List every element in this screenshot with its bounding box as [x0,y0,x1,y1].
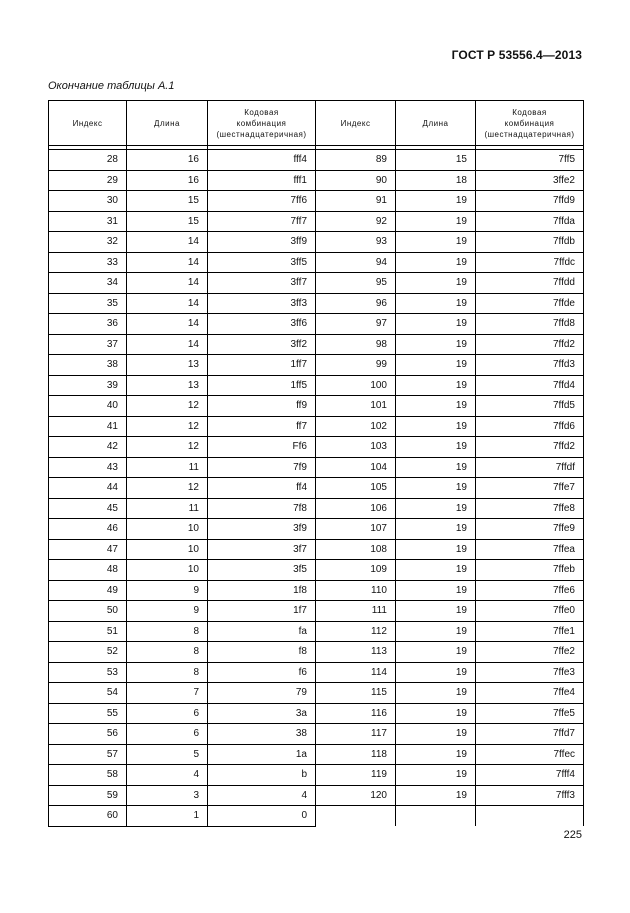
cell-length: 19 [396,232,476,253]
cell-length: 19 [396,580,476,601]
cell-length: 19 [396,621,476,642]
cell-code: 3f9 [208,519,316,540]
cell-length [396,806,476,827]
cell-index: 119 [316,765,396,786]
cell-index: 94 [316,252,396,273]
cell-index: 107 [316,519,396,540]
cell-code: 7ffd4 [476,375,584,396]
table-row [49,457,584,478]
cell-code: fff1 [208,170,316,191]
table-row [49,355,584,376]
cell-index: 98 [316,334,396,355]
table-row [49,334,584,355]
cell-code: 7ffe4 [476,683,584,704]
cell-index [316,806,396,827]
table-row [49,498,584,519]
cell-index: 29 [49,170,127,191]
cell-length: 12 [127,396,208,417]
cell-index: 55 [49,703,127,724]
table-row [49,211,584,232]
cell-index: 51 [49,621,127,642]
cell-index: 99 [316,355,396,376]
cell-length: 19 [396,191,476,212]
header-length-left: Длина [127,101,208,146]
cell-length: 19 [396,334,476,355]
cell-code: 7ffe7 [476,478,584,499]
cell-code: 7ffec [476,744,584,765]
cell-length: 7 [127,683,208,704]
cell-length: 19 [396,457,476,478]
cell-code: 7ff5 [476,150,584,171]
cell-length: 19 [396,314,476,335]
table-row [49,580,584,601]
cell-length: 10 [127,560,208,581]
cell-length: 13 [127,355,208,376]
cell-length: 19 [396,744,476,765]
table-row [49,293,584,314]
cell-index: 58 [49,765,127,786]
cell-index: 91 [316,191,396,212]
cell-index: 43 [49,457,127,478]
cell-length: 9 [127,580,208,601]
header-code-left: Кодовая комбинация (шестнадцатеричная) [208,101,316,146]
table-row [49,785,584,806]
header-index-right: Индекс [316,101,396,146]
cell-code: 7ffde [476,293,584,314]
cell-index: 89 [316,150,396,171]
table-row [49,519,584,540]
cell-index: 96 [316,293,396,314]
cell-length: 1 [127,806,208,827]
cell-length: 19 [396,683,476,704]
document-standard-number: ГОСТ Р 53556.4—2013 [451,48,582,62]
table-row [49,601,584,622]
cell-index: 31 [49,211,127,232]
table-row [49,744,584,765]
cell-code: 7ffe0 [476,601,584,622]
table-row [49,806,584,827]
cell-code: 7ffd3 [476,355,584,376]
cell-index: 46 [49,519,127,540]
cell-index: 118 [316,744,396,765]
cell-index: 103 [316,437,396,458]
cell-code: 1ff7 [208,355,316,376]
cell-length: 14 [127,334,208,355]
cell-code: 3f7 [208,539,316,560]
cell-length: 19 [396,642,476,663]
cell-code: 7f9 [208,457,316,478]
cell-code: 7ffe8 [476,498,584,519]
cell-code: 79 [208,683,316,704]
cell-index: 32 [49,232,127,253]
cell-code: 7ffe1 [476,621,584,642]
cell-index: 53 [49,662,127,683]
cell-index: 37 [49,334,127,355]
cell-length: 19 [396,375,476,396]
header-index-left: Индекс [49,101,127,146]
cell-length: 19 [396,662,476,683]
cell-code: 7ffe2 [476,642,584,663]
cell-length: 19 [396,437,476,458]
table-row [49,478,584,499]
table-header [49,101,584,146]
cell-code: 7ffdf [476,457,584,478]
cell-code: 3ff9 [208,232,316,253]
cell-length: 14 [127,232,208,253]
cell-code: 7ffd2 [476,334,584,355]
cell-code: b [208,765,316,786]
cell-code: 7ffe6 [476,580,584,601]
cell-code: f8 [208,642,316,663]
table-row [49,314,584,335]
cell-code: 1f8 [208,580,316,601]
cell-code: 3ff6 [208,314,316,335]
cell-index: 106 [316,498,396,519]
cell-index: 97 [316,314,396,335]
table-row [49,683,584,704]
cell-code: f6 [208,662,316,683]
cell-length: 19 [396,724,476,745]
cell-length: 10 [127,519,208,540]
cell-index: 110 [316,580,396,601]
cell-index: 117 [316,724,396,745]
table-row [49,539,584,560]
header-length-right: Длина [396,101,476,146]
cell-length: 16 [127,170,208,191]
cell-code: 7ffe9 [476,519,584,540]
cell-length: 19 [396,785,476,806]
cell-length: 19 [396,273,476,294]
header-code-right: Кодовая комбинация (шестнадцатеричная) [476,101,584,146]
cell-length: 4 [127,765,208,786]
cell-length: 12 [127,437,208,458]
cell-code: 7ffd9 [476,191,584,212]
cell-code: 7ffda [476,211,584,232]
table-row [49,662,584,683]
cell-index: 54 [49,683,127,704]
cell-index: 101 [316,396,396,417]
cell-length: 11 [127,498,208,519]
cell-code: 7ffe5 [476,703,584,724]
table-row [49,170,584,191]
cell-code: 7ffd5 [476,396,584,417]
cell-code [476,806,584,827]
cell-index: 34 [49,273,127,294]
cell-length: 19 [396,539,476,560]
cell-code: 0 [208,806,316,827]
cell-length: 5 [127,744,208,765]
cell-index: 59 [49,785,127,806]
cell-length: 10 [127,539,208,560]
cell-length: 8 [127,662,208,683]
cell-index: 108 [316,539,396,560]
cell-length: 18 [396,170,476,191]
cell-code: 7ff6 [208,191,316,212]
cell-length: 8 [127,642,208,663]
cell-index: 50 [49,601,127,622]
cell-code: 7ffea [476,539,584,560]
cell-code: ff4 [208,478,316,499]
cell-index: 39 [49,375,127,396]
cell-index: 93 [316,232,396,253]
cell-length: 19 [396,519,476,540]
cell-index: 42 [49,437,127,458]
table-row [49,703,584,724]
cell-length: 16 [127,150,208,171]
cell-index: 92 [316,211,396,232]
cell-code: 38 [208,724,316,745]
cell-index: 114 [316,662,396,683]
header-row [49,101,584,146]
table-row [49,642,584,663]
cell-index: 104 [316,457,396,478]
cell-length: 19 [396,765,476,786]
cell-code: 7ffdb [476,232,584,253]
table-row [49,437,584,458]
cell-code: 4 [208,785,316,806]
cell-index: 52 [49,642,127,663]
cell-index: 47 [49,539,127,560]
cell-index: 57 [49,744,127,765]
cell-index: 41 [49,416,127,437]
cell-code: 3ff2 [208,334,316,355]
cell-length: 14 [127,293,208,314]
table-row [49,191,584,212]
cell-code: 3a [208,703,316,724]
table-row [49,396,584,417]
cell-length: 19 [396,293,476,314]
cell-index: 105 [316,478,396,499]
table-row [49,232,584,253]
cell-length: 19 [396,478,476,499]
cell-code: 1a [208,744,316,765]
code-table [48,100,584,827]
cell-length: 19 [396,396,476,417]
cell-code: 3ff3 [208,293,316,314]
cell-length: 6 [127,703,208,724]
cell-length: 11 [127,457,208,478]
cell-length: 19 [396,560,476,581]
cell-index: 30 [49,191,127,212]
cell-index: 60 [49,806,127,827]
table-row [49,375,584,396]
table-row [49,150,584,171]
cell-index: 36 [49,314,127,335]
cell-length: 12 [127,478,208,499]
cell-length: 19 [396,601,476,622]
cell-index: 45 [49,498,127,519]
cell-length: 6 [127,724,208,745]
cell-code: 7ffd7 [476,724,584,745]
table-row [49,765,584,786]
cell-length: 13 [127,375,208,396]
cell-length: 14 [127,252,208,273]
cell-code: 3ff5 [208,252,316,273]
cell-length: 19 [396,211,476,232]
cell-index: 112 [316,621,396,642]
cell-index: 44 [49,478,127,499]
cell-code: fff4 [208,150,316,171]
table-row [49,621,584,642]
cell-index: 56 [49,724,127,745]
cell-code: 7fff4 [476,765,584,786]
cell-code: 7f8 [208,498,316,519]
cell-length: 8 [127,621,208,642]
cell-index: 48 [49,560,127,581]
cell-length: 15 [127,191,208,212]
cell-length: 19 [396,703,476,724]
cell-code: 7ffd2 [476,437,584,458]
cell-length: 15 [127,211,208,232]
cell-index: 33 [49,252,127,273]
cell-code: 3f5 [208,560,316,581]
table-row [49,560,584,581]
cell-length: 3 [127,785,208,806]
cell-length: 15 [396,150,476,171]
cell-index: 28 [49,150,127,171]
table-caption: Окончание таблицы А.1 [48,80,175,92]
cell-index: 113 [316,642,396,663]
cell-length: 19 [396,355,476,376]
cell-code: 1ff5 [208,375,316,396]
cell-index: 102 [316,416,396,437]
cell-length: 14 [127,273,208,294]
cell-code: ff9 [208,396,316,417]
cell-length: 19 [396,252,476,273]
table-body [49,146,584,827]
cell-code: 7ffd6 [476,416,584,437]
cell-code: 7ffd8 [476,314,584,335]
cell-code: 7ffdd [476,273,584,294]
cell-length: 14 [127,314,208,335]
cell-code: 3ffe2 [476,170,584,191]
cell-code: 7fff3 [476,785,584,806]
cell-index: 116 [316,703,396,724]
cell-index: 90 [316,170,396,191]
cell-code: fa [208,621,316,642]
cell-code: 7ffdc [476,252,584,273]
cell-length: 9 [127,601,208,622]
table-row [49,416,584,437]
cell-index: 100 [316,375,396,396]
cell-index: 35 [49,293,127,314]
cell-index: 109 [316,560,396,581]
cell-length: 12 [127,416,208,437]
cell-code: 7ff7 [208,211,316,232]
cell-code: 7ffe3 [476,662,584,683]
cell-code: 1f7 [208,601,316,622]
cell-code: 7ffeb [476,560,584,581]
cell-index: 111 [316,601,396,622]
cell-index: 40 [49,396,127,417]
page-number: 225 [563,829,582,841]
cell-length: 19 [396,498,476,519]
cell-index: 49 [49,580,127,601]
table-row [49,273,584,294]
cell-code: ff7 [208,416,316,437]
cell-length: 19 [396,416,476,437]
cell-code: Ff6 [208,437,316,458]
cell-code: 3ff7 [208,273,316,294]
table-row [49,252,584,273]
cell-index: 115 [316,683,396,704]
table-row [49,724,584,745]
cell-index: 95 [316,273,396,294]
cell-index: 120 [316,785,396,806]
cell-index: 38 [49,355,127,376]
